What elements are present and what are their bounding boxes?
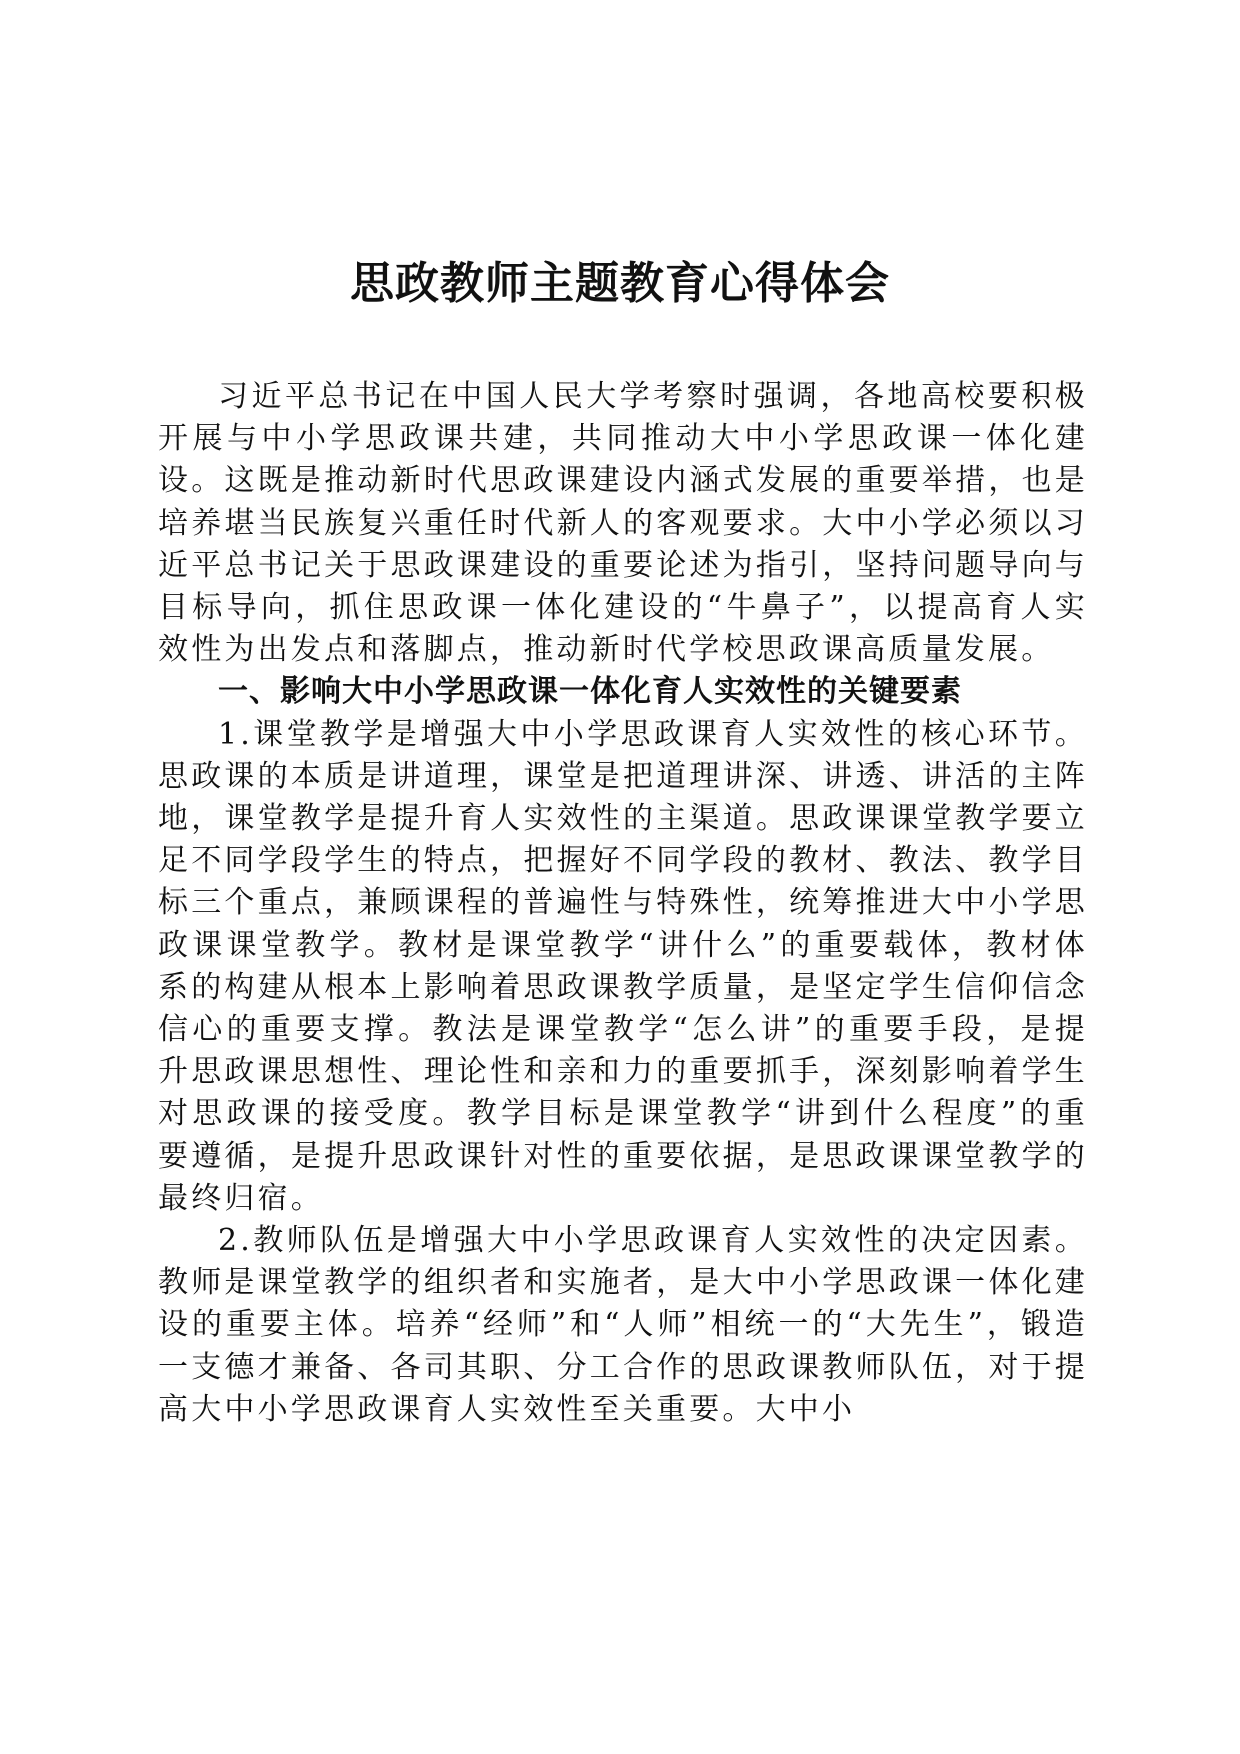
document-body [158,376,1088,1431]
document-title: 思政教师主题教育心得体会 [350,258,890,310]
point-1-paragraph: 1.课堂教学是增强大中小学思政课育人实效性的核心环节。思政课的本质是讲道理，课堂是把道理讲深、讲透、讲活的主阵地，课堂教学是提升育人实效性的主渠道。思政课课堂教学要立足不同学段学生的特点，把握好不同学段的教材、教法、教学目标三个重点，兼顾课程的普遍性与特殊性，统筹推进大中小学思政课课堂教学。教材是课堂教学“讲什么”的重要载体，教材体系的构建从根本上影响着思政课教学质量，是坚定学生信仰信念信心的重要支撑。教法是课堂教学“怎么讲”的重要手段，是提升思政课思想性、理论性和亲和力的重要抓手，深刻影响着学生对思政课的接受度。教学目标是课堂教学“讲到什么程度”的重要遵循，是提升思政课针对性的重要依据，是思政课课堂教学的最终归宿。 [158,716,1088,1216]
intro-paragraph: 习近平总书记在中国人民大学考察时强调，各地高校要积极开展与中小学思政课共建，共同推动大中小学思政课一体化建设。这既是推动新时代思政课建设内涵式发展的重要举措，也是培养堪当民族复兴重任时代新人的客观要求。大中小学必须以习近平总书记关于思政课建设的重要论述为指引，坚持问题导向与目标导向，抓住思政课一体化建设的“牛鼻子”，以提高育人实效性为出发点和落脚点，推动新时代学校思政课高质量发展。 [158,379,1088,668]
point-2-paragraph: 2.教师队伍是增强大中小学思政课育人实效性的决定因素。教师是课堂教学的组织者和实施者，是大中小学思政课一体化建设的重要主体。培养“经师”和“人师”相统一的“大先生”，锻造一支德才兼备、各司其职、分工合作的思政课教师队伍，对于提高大中小学思政课育人实效性至关重要。大中小 [158,1223,1088,1427]
section-heading-1: 一、影响大中小学思政课一体化育人实效性的关键要素 [218,674,962,710]
